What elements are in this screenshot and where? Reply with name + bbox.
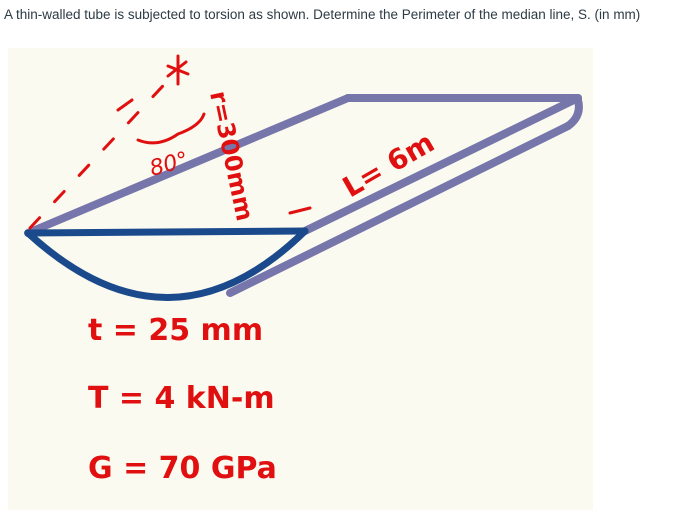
modulus-label: G = 70 GPa	[88, 451, 277, 486]
tube-diagram	[0, 48, 600, 510]
tube-figure	[0, 48, 600, 510]
thickness-label: t = 25 mm	[88, 313, 264, 348]
section-chord	[28, 231, 305, 233]
question-text: A thin-walled tube is subjected to torsion as shown. Determine the Perimeter of the median line, S. (in mm)	[4, 7, 641, 22]
radius-label: r=300mm	[204, 88, 259, 224]
length-label: L= 6m	[337, 125, 440, 205]
angle-label: 80°	[147, 147, 192, 182]
torque-label: T = 4 kN-m	[88, 381, 275, 416]
